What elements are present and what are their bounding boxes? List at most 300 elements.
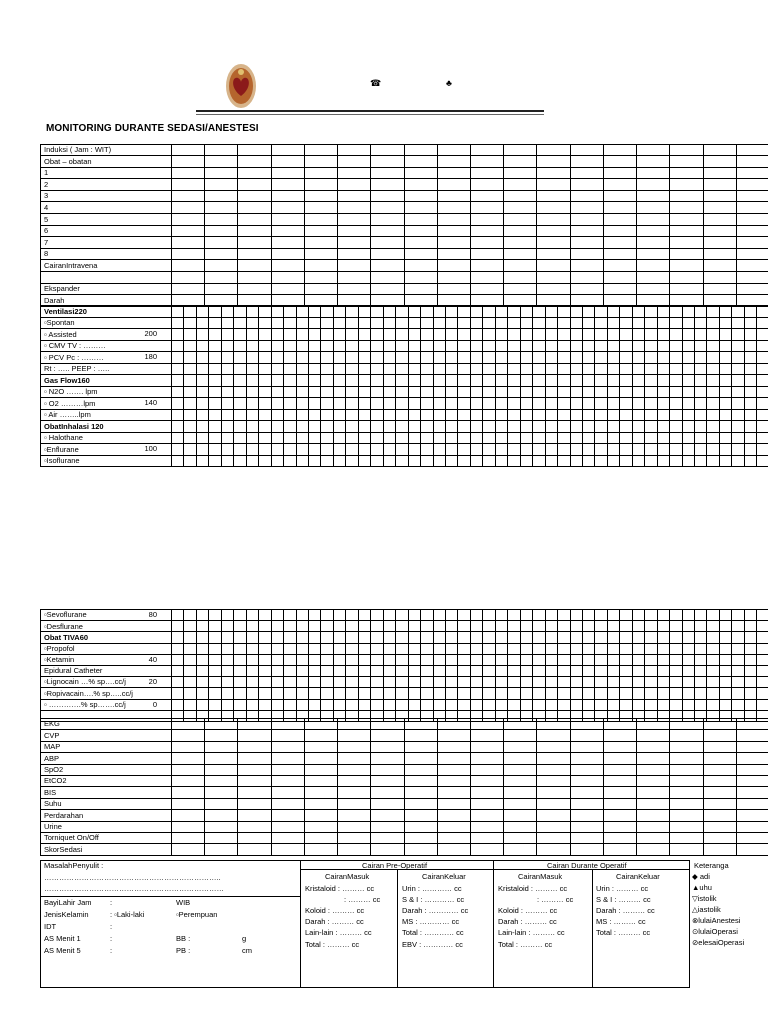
grid-cell[interactable] bbox=[670, 213, 703, 225]
grid-cell[interactable] bbox=[570, 352, 582, 364]
grid-cell[interactable] bbox=[433, 352, 445, 364]
grid-cell[interactable] bbox=[296, 421, 308, 433]
grid-cell[interactable] bbox=[296, 375, 308, 387]
grid-cell[interactable] bbox=[404, 260, 437, 272]
grid-cell[interactable] bbox=[645, 632, 657, 643]
grid-cell[interactable] bbox=[205, 719, 238, 730]
grid-cell[interactable] bbox=[333, 621, 345, 632]
grid-cell[interactable] bbox=[437, 798, 470, 809]
grid-cell[interactable] bbox=[333, 677, 345, 688]
grid-cell[interactable] bbox=[719, 329, 731, 341]
grid-cell[interactable] bbox=[508, 306, 520, 318]
grid-cell[interactable] bbox=[238, 213, 271, 225]
grid-cell[interactable] bbox=[508, 375, 520, 387]
grid-cell[interactable] bbox=[304, 167, 337, 179]
grid-cell[interactable] bbox=[682, 329, 694, 341]
grid-cell[interactable] bbox=[437, 753, 470, 764]
grid-cell[interactable] bbox=[221, 409, 233, 421]
grid-cell[interactable] bbox=[205, 167, 238, 179]
grid-cell[interactable] bbox=[632, 688, 644, 699]
grid-cell[interactable] bbox=[238, 283, 271, 295]
grid-cell[interactable] bbox=[271, 363, 283, 375]
grid-cell[interactable] bbox=[284, 340, 296, 352]
grid-cell[interactable] bbox=[520, 455, 532, 467]
grid-cell[interactable] bbox=[234, 432, 246, 444]
grid-cell[interactable] bbox=[421, 665, 433, 676]
grid-cell[interactable] bbox=[483, 398, 495, 410]
grid-cell[interactable] bbox=[371, 821, 404, 832]
grid-cell[interactable] bbox=[508, 688, 520, 699]
grid-cell[interactable] bbox=[246, 421, 258, 433]
grid-cell[interactable] bbox=[205, 156, 238, 168]
grid-cell[interactable] bbox=[184, 643, 196, 654]
grid-cell[interactable] bbox=[238, 719, 271, 730]
grid-cell[interactable] bbox=[520, 677, 532, 688]
grid-cell[interactable] bbox=[695, 375, 707, 387]
grid-cell[interactable] bbox=[508, 409, 520, 421]
grid-cell[interactable] bbox=[495, 432, 507, 444]
grid-cell[interactable] bbox=[408, 386, 420, 398]
grid-cell[interactable] bbox=[570, 386, 582, 398]
grid-cell[interactable] bbox=[545, 409, 557, 421]
grid-cell[interactable] bbox=[284, 455, 296, 467]
grid-cell[interactable] bbox=[607, 386, 619, 398]
grid-cell[interactable] bbox=[271, 179, 304, 191]
grid-cell[interactable] bbox=[221, 375, 233, 387]
grid-cell[interactable] bbox=[338, 179, 371, 191]
grid-cell[interactable] bbox=[719, 375, 731, 387]
grid-cell[interactable] bbox=[670, 665, 682, 676]
grid-cell[interactable] bbox=[221, 665, 233, 676]
grid-cell[interactable] bbox=[537, 787, 570, 798]
grid-cell[interactable] bbox=[744, 352, 756, 364]
grid-cell[interactable] bbox=[246, 455, 258, 467]
grid-cell[interactable] bbox=[321, 386, 333, 398]
grid-cell[interactable] bbox=[620, 677, 632, 688]
grid-cell[interactable] bbox=[520, 306, 532, 318]
grid-cell[interactable] bbox=[558, 677, 570, 688]
grid-cell[interactable] bbox=[271, 775, 304, 786]
grid-cell[interactable] bbox=[670, 432, 682, 444]
grid-cell[interactable] bbox=[670, 237, 703, 249]
grid-cell[interactable] bbox=[271, 260, 304, 272]
grid-cell[interactable] bbox=[595, 632, 607, 643]
grid-cell[interactable] bbox=[682, 643, 694, 654]
grid-cell[interactable] bbox=[304, 260, 337, 272]
grid-cell[interactable] bbox=[703, 260, 736, 272]
grid-cell[interactable] bbox=[304, 283, 337, 295]
grid-cell[interactable] bbox=[719, 398, 731, 410]
grid-cell[interactable] bbox=[371, 665, 383, 676]
grid-cell[interactable] bbox=[470, 643, 482, 654]
grid-cell[interactable] bbox=[719, 421, 731, 433]
grid-cell[interactable] bbox=[632, 432, 644, 444]
grid-cell[interactable] bbox=[196, 643, 208, 654]
grid-cell[interactable] bbox=[172, 225, 205, 237]
grid-cell[interactable] bbox=[346, 352, 358, 364]
grid-cell[interactable] bbox=[570, 421, 582, 433]
grid-cell[interactable] bbox=[695, 421, 707, 433]
grid-cell[interactable] bbox=[595, 421, 607, 433]
grid-cell[interactable] bbox=[470, 821, 503, 832]
grid-cell[interactable] bbox=[483, 421, 495, 433]
grid-cell[interactable] bbox=[396, 677, 408, 688]
grid-cell[interactable] bbox=[603, 775, 636, 786]
grid-cell[interactable] bbox=[695, 610, 707, 621]
grid-cell[interactable] bbox=[558, 665, 570, 676]
grid-cell[interactable] bbox=[695, 398, 707, 410]
grid-cell[interactable] bbox=[205, 844, 238, 855]
grid-cell[interactable] bbox=[703, 156, 736, 168]
grid-cell[interactable] bbox=[595, 306, 607, 318]
grid-cell[interactable] bbox=[284, 363, 296, 375]
grid-cell[interactable] bbox=[533, 409, 545, 421]
grid-cell[interactable] bbox=[545, 677, 557, 688]
grid-cell[interactable] bbox=[620, 665, 632, 676]
grid-cell[interactable] bbox=[172, 179, 205, 191]
grid-cell[interactable] bbox=[371, 340, 383, 352]
grid-cell[interactable] bbox=[508, 444, 520, 456]
grid-cell[interactable] bbox=[358, 409, 370, 421]
grid-cell[interactable] bbox=[383, 632, 395, 643]
grid-cell[interactable] bbox=[637, 719, 670, 730]
grid-cell[interactable] bbox=[271, 409, 283, 421]
grid-cell[interactable] bbox=[645, 421, 657, 433]
grid-cell[interactable] bbox=[421, 363, 433, 375]
grid-cell[interactable] bbox=[707, 340, 719, 352]
grid-cell[interactable] bbox=[383, 621, 395, 632]
grid-cell[interactable] bbox=[537, 741, 570, 752]
grid-cell[interactable] bbox=[371, 213, 404, 225]
grid-cell[interactable] bbox=[396, 340, 408, 352]
grid-cell[interactable] bbox=[234, 455, 246, 467]
grid-cell[interactable] bbox=[645, 398, 657, 410]
grid-cell[interactable] bbox=[744, 421, 756, 433]
grid-cell[interactable] bbox=[172, 248, 205, 260]
grid-cell[interactable] bbox=[732, 375, 744, 387]
grid-cell[interactable] bbox=[259, 699, 271, 710]
grid-cell[interactable] bbox=[483, 409, 495, 421]
grid-cell[interactable] bbox=[470, 409, 482, 421]
grid-cell[interactable] bbox=[172, 329, 184, 341]
grid-cell[interactable] bbox=[504, 775, 537, 786]
grid-cell[interactable] bbox=[470, 271, 503, 283]
grid-cell[interactable] bbox=[433, 688, 445, 699]
grid-cell[interactable] bbox=[396, 643, 408, 654]
grid-cell[interactable] bbox=[533, 665, 545, 676]
grid-cell[interactable] bbox=[271, 398, 283, 410]
grid-cell[interactable] bbox=[695, 352, 707, 364]
grid-cell[interactable] bbox=[719, 677, 731, 688]
grid-cell[interactable] bbox=[508, 363, 520, 375]
grid-cell[interactable] bbox=[707, 352, 719, 364]
grid-cell[interactable] bbox=[308, 632, 320, 643]
grid-cell[interactable] bbox=[371, 432, 383, 444]
grid-cell[interactable] bbox=[757, 677, 768, 688]
grid-cell[interactable] bbox=[308, 409, 320, 421]
grid-cell[interactable] bbox=[707, 677, 719, 688]
grid-cell[interactable] bbox=[703, 237, 736, 249]
grid-cell[interactable] bbox=[408, 654, 420, 665]
grid-cell[interactable] bbox=[736, 283, 768, 295]
grid-cell[interactable] bbox=[533, 632, 545, 643]
grid-cell[interactable] bbox=[321, 643, 333, 654]
grid-cell[interactable] bbox=[284, 677, 296, 688]
grid-cell[interactable] bbox=[338, 844, 371, 855]
grid-cell[interactable] bbox=[221, 421, 233, 433]
grid-cell[interactable] bbox=[246, 432, 258, 444]
grid-cell[interactable] bbox=[736, 260, 768, 272]
grid-cell[interactable] bbox=[246, 688, 258, 699]
grid-cell[interactable] bbox=[483, 317, 495, 329]
grid-cell[interactable] bbox=[421, 352, 433, 364]
grid-cell[interactable] bbox=[383, 654, 395, 665]
grid-cell[interactable] bbox=[470, 225, 503, 237]
grid-cell[interactable] bbox=[582, 386, 594, 398]
grid-cell[interactable] bbox=[205, 787, 238, 798]
grid-cell[interactable] bbox=[338, 156, 371, 168]
grid-cell[interactable] bbox=[757, 643, 768, 654]
grid-cell[interactable] bbox=[732, 654, 744, 665]
grid-cell[interactable] bbox=[508, 317, 520, 329]
grid-cell[interactable] bbox=[719, 363, 731, 375]
grid-cell[interactable] bbox=[470, 190, 503, 202]
grid-cell[interactable] bbox=[338, 832, 371, 843]
grid-cell[interactable] bbox=[221, 340, 233, 352]
grid-cell[interactable] bbox=[682, 306, 694, 318]
grid-cell[interactable] bbox=[358, 665, 370, 676]
grid-cell[interactable] bbox=[304, 730, 337, 741]
grid-cell[interactable] bbox=[607, 699, 619, 710]
grid-cell[interactable] bbox=[582, 688, 594, 699]
grid-cell[interactable] bbox=[338, 283, 371, 295]
grid-cell[interactable] bbox=[670, 156, 703, 168]
grid-cell[interactable] bbox=[632, 677, 644, 688]
grid-cell[interactable] bbox=[637, 764, 670, 775]
grid-cell[interactable] bbox=[707, 375, 719, 387]
grid-cell[interactable] bbox=[603, 832, 636, 843]
grid-cell[interactable] bbox=[607, 665, 619, 676]
grid-cell[interactable] bbox=[346, 329, 358, 341]
grid-cell[interactable] bbox=[271, 821, 304, 832]
grid-cell[interactable] bbox=[637, 271, 670, 283]
grid-cell[interactable] bbox=[603, 844, 636, 855]
grid-cell[interactable] bbox=[582, 317, 594, 329]
grid-cell[interactable] bbox=[437, 179, 470, 191]
grid-cell[interactable] bbox=[221, 621, 233, 632]
grid-cell[interactable] bbox=[620, 643, 632, 654]
grid-cell[interactable] bbox=[645, 375, 657, 387]
grid-cell[interactable] bbox=[271, 225, 304, 237]
grid-cell[interactable] bbox=[408, 352, 420, 364]
grid-cell[interactable] bbox=[670, 455, 682, 467]
grid-cell[interactable] bbox=[238, 271, 271, 283]
grid-cell[interactable] bbox=[582, 643, 594, 654]
grid-cell[interactable] bbox=[632, 386, 644, 398]
grid-cell[interactable] bbox=[284, 375, 296, 387]
grid-cell[interactable] bbox=[271, 643, 283, 654]
grid-cell[interactable] bbox=[346, 432, 358, 444]
grid-cell[interactable] bbox=[632, 329, 644, 341]
grid-cell[interactable] bbox=[695, 677, 707, 688]
grid-cell[interactable] bbox=[670, 764, 703, 775]
grid-cell[interactable] bbox=[238, 775, 271, 786]
grid-cell[interactable] bbox=[396, 688, 408, 699]
grid-cell[interactable] bbox=[682, 632, 694, 643]
grid-cell[interactable] bbox=[458, 340, 470, 352]
grid-cell[interactable] bbox=[682, 677, 694, 688]
grid-cell[interactable] bbox=[707, 610, 719, 621]
grid-cell[interactable] bbox=[458, 375, 470, 387]
grid-cell[interactable] bbox=[358, 699, 370, 710]
grid-cell[interactable] bbox=[205, 741, 238, 752]
grid-cell[interactable] bbox=[670, 753, 703, 764]
grid-cell[interactable] bbox=[321, 352, 333, 364]
grid-cell[interactable] bbox=[421, 621, 433, 632]
grid-cell[interactable] bbox=[707, 329, 719, 341]
grid-cell[interactable] bbox=[757, 352, 768, 364]
grid-cell[interactable] bbox=[209, 621, 221, 632]
grid-cell[interactable] bbox=[209, 665, 221, 676]
grid-cell[interactable] bbox=[238, 753, 271, 764]
grid-cell[interactable] bbox=[346, 665, 358, 676]
grid-cell[interactable] bbox=[338, 248, 371, 260]
grid-cell[interactable] bbox=[458, 455, 470, 467]
grid-cell[interactable] bbox=[358, 444, 370, 456]
grid-cell[interactable] bbox=[707, 398, 719, 410]
grid-cell[interactable] bbox=[670, 317, 682, 329]
grid-cell[interactable] bbox=[545, 375, 557, 387]
grid-cell[interactable] bbox=[620, 610, 632, 621]
grid-cell[interactable] bbox=[520, 688, 532, 699]
grid-cell[interactable] bbox=[259, 375, 271, 387]
grid-cell[interactable] bbox=[607, 654, 619, 665]
grid-cell[interactable] bbox=[607, 610, 619, 621]
grid-cell[interactable] bbox=[558, 306, 570, 318]
grid-cell[interactable] bbox=[271, 190, 304, 202]
grid-cell[interactable] bbox=[707, 665, 719, 676]
grid-cell[interactable] bbox=[234, 621, 246, 632]
grid-cell[interactable] bbox=[645, 306, 657, 318]
grid-cell[interactable] bbox=[637, 213, 670, 225]
grid-cell[interactable] bbox=[296, 665, 308, 676]
grid-cell[interactable] bbox=[603, 798, 636, 809]
grid-cell[interactable] bbox=[346, 317, 358, 329]
grid-cell[interactable] bbox=[670, 821, 703, 832]
grid-cell[interactable] bbox=[308, 375, 320, 387]
grid-cell[interactable] bbox=[632, 643, 644, 654]
grid-cell[interactable] bbox=[172, 145, 205, 156]
grid-cell[interactable] bbox=[437, 719, 470, 730]
grid-cell[interactable] bbox=[371, 260, 404, 272]
grid-cell[interactable] bbox=[504, 283, 537, 295]
grid-cell[interactable] bbox=[657, 306, 669, 318]
grid-cell[interactable] bbox=[736, 237, 768, 249]
grid-cell[interactable] bbox=[338, 798, 371, 809]
grid-cell[interactable] bbox=[533, 398, 545, 410]
grid-cell[interactable] bbox=[172, 260, 205, 272]
grid-cell[interactable] bbox=[437, 832, 470, 843]
grid-cell[interactable] bbox=[757, 386, 768, 398]
grid-cell[interactable] bbox=[271, 719, 304, 730]
grid-cell[interactable] bbox=[719, 699, 731, 710]
grid-cell[interactable] bbox=[421, 432, 433, 444]
grid-cell[interactable] bbox=[321, 621, 333, 632]
grid-cell[interactable] bbox=[537, 225, 570, 237]
grid-cell[interactable] bbox=[404, 719, 437, 730]
grid-cell[interactable] bbox=[421, 409, 433, 421]
grid-cell[interactable] bbox=[570, 610, 582, 621]
grid-cell[interactable] bbox=[172, 643, 184, 654]
grid-cell[interactable] bbox=[259, 386, 271, 398]
grid-cell[interactable] bbox=[304, 271, 337, 283]
grid-cell[interactable] bbox=[184, 340, 196, 352]
grid-cell[interactable] bbox=[238, 202, 271, 214]
grid-cell[interactable] bbox=[719, 352, 731, 364]
grid-cell[interactable] bbox=[408, 398, 420, 410]
grid-cell[interactable] bbox=[595, 329, 607, 341]
grid-cell[interactable] bbox=[196, 632, 208, 643]
grid-cell[interactable] bbox=[508, 455, 520, 467]
grid-cell[interactable] bbox=[346, 610, 358, 621]
grid-cell[interactable] bbox=[338, 260, 371, 272]
grid-cell[interactable] bbox=[205, 225, 238, 237]
grid-cell[interactable] bbox=[483, 677, 495, 688]
grid-cell[interactable] bbox=[172, 317, 184, 329]
grid-cell[interactable] bbox=[271, 167, 304, 179]
grid-cell[interactable] bbox=[259, 421, 271, 433]
grid-cell[interactable] bbox=[520, 665, 532, 676]
grid-cell[interactable] bbox=[321, 340, 333, 352]
grid-cell[interactable] bbox=[259, 632, 271, 643]
grid-cell[interactable] bbox=[358, 632, 370, 643]
grid-cell[interactable] bbox=[670, 421, 682, 433]
grid-cell[interactable] bbox=[470, 237, 503, 249]
grid-cell[interactable] bbox=[637, 741, 670, 752]
grid-cell[interactable] bbox=[537, 764, 570, 775]
grid-cell[interactable] bbox=[221, 688, 233, 699]
grid-cell[interactable] bbox=[719, 317, 731, 329]
grid-cell[interactable] bbox=[637, 821, 670, 832]
grid-cell[interactable] bbox=[172, 375, 184, 387]
grid-cell[interactable] bbox=[458, 317, 470, 329]
grid-cell[interactable] bbox=[703, 764, 736, 775]
grid-cell[interactable] bbox=[620, 409, 632, 421]
grid-cell[interactable] bbox=[346, 632, 358, 643]
grid-cell[interactable] bbox=[358, 421, 370, 433]
grid-cell[interactable] bbox=[504, 260, 537, 272]
grid-cell[interactable] bbox=[570, 677, 582, 688]
grid-cell[interactable] bbox=[682, 409, 694, 421]
grid-cell[interactable] bbox=[495, 306, 507, 318]
grid-cell[interactable] bbox=[558, 340, 570, 352]
grid-cell[interactable] bbox=[284, 444, 296, 456]
grid-cell[interactable] bbox=[537, 156, 570, 168]
grid-cell[interactable] bbox=[508, 677, 520, 688]
grid-cell[interactable] bbox=[221, 432, 233, 444]
grid-cell[interactable] bbox=[259, 432, 271, 444]
grid-cell[interactable] bbox=[504, 248, 537, 260]
grid-cell[interactable] bbox=[371, 832, 404, 843]
grid-cell[interactable] bbox=[470, 432, 482, 444]
grid-cell[interactable] bbox=[558, 654, 570, 665]
grid-cell[interactable] bbox=[304, 753, 337, 764]
grid-cell[interactable] bbox=[707, 699, 719, 710]
grid-cell[interactable] bbox=[404, 190, 437, 202]
grid-cell[interactable] bbox=[520, 363, 532, 375]
grid-cell[interactable] bbox=[408, 375, 420, 387]
grid-cell[interactable] bbox=[205, 764, 238, 775]
